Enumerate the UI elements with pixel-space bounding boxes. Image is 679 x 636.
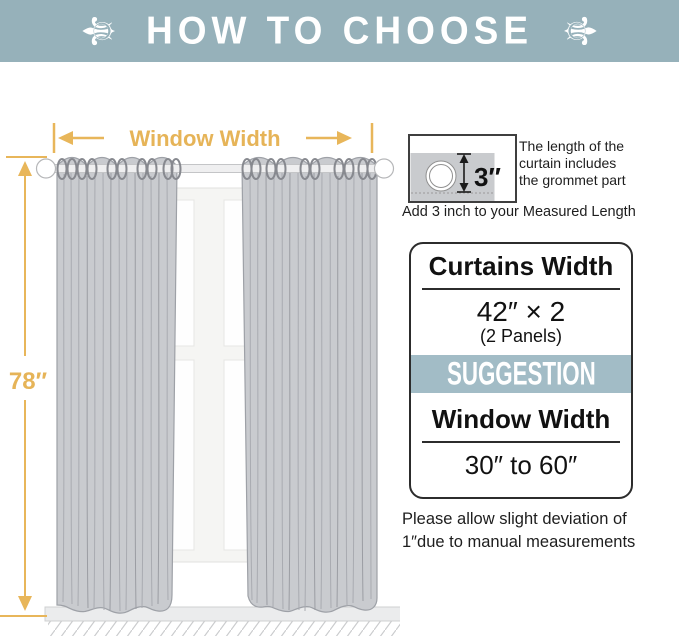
header-band bbox=[0, 0, 679, 62]
card-divider bbox=[422, 441, 620, 443]
fleur-de-lis-icon: ⚜ bbox=[553, 11, 605, 51]
curtain-panel-left bbox=[57, 158, 177, 614]
curtains-width-value: 42″ × 2 bbox=[476, 296, 566, 327]
grommet-note bbox=[519, 138, 675, 189]
suggestion-band bbox=[411, 355, 631, 393]
grommet-note-line: The length of the bbox=[519, 138, 625, 154]
floor bbox=[45, 607, 400, 636]
window-width-value: 30″ to 60″ bbox=[464, 450, 578, 480]
deviation-note bbox=[402, 508, 667, 554]
add-length-note: Add 3 inch to your Measured Length bbox=[402, 204, 636, 220]
curtain-height-label: 78″ bbox=[8, 368, 48, 395]
grommet-diagram bbox=[408, 134, 518, 204]
page-title: HOW TO CHOOSE bbox=[145, 9, 534, 52]
suggestion-label: SUGGESTION bbox=[446, 355, 596, 392]
grommet-note-line: the grommet part bbox=[519, 172, 626, 188]
window-width-label: Window Width bbox=[129, 126, 281, 151]
fleur-de-lis-icon: ⚜ bbox=[74, 11, 126, 51]
curtain-rod bbox=[50, 165, 382, 173]
panels-note: (2 Panels) bbox=[479, 326, 563, 346]
grommet-hole bbox=[426, 161, 456, 191]
floor-hatching bbox=[48, 621, 400, 636]
size-suggestion-card bbox=[409, 242, 633, 499]
curtain-panel-right bbox=[242, 158, 377, 613]
card-divider bbox=[422, 288, 620, 290]
window-width-header: Window Width bbox=[431, 404, 611, 434]
curtain-height-measure bbox=[0, 157, 48, 616]
grommet-note-line: curtain includes bbox=[519, 155, 617, 171]
curtains-width-header: Curtains Width bbox=[428, 251, 614, 281]
window-width-measure bbox=[54, 123, 372, 153]
grommet-size-label: 3″ bbox=[474, 162, 501, 192]
deviation-note-line: Please allow slight deviation of bbox=[402, 510, 627, 528]
curtain-window-illustration bbox=[0, 95, 400, 636]
deviation-note-line: 1″due to manual measurements bbox=[402, 533, 636, 551]
